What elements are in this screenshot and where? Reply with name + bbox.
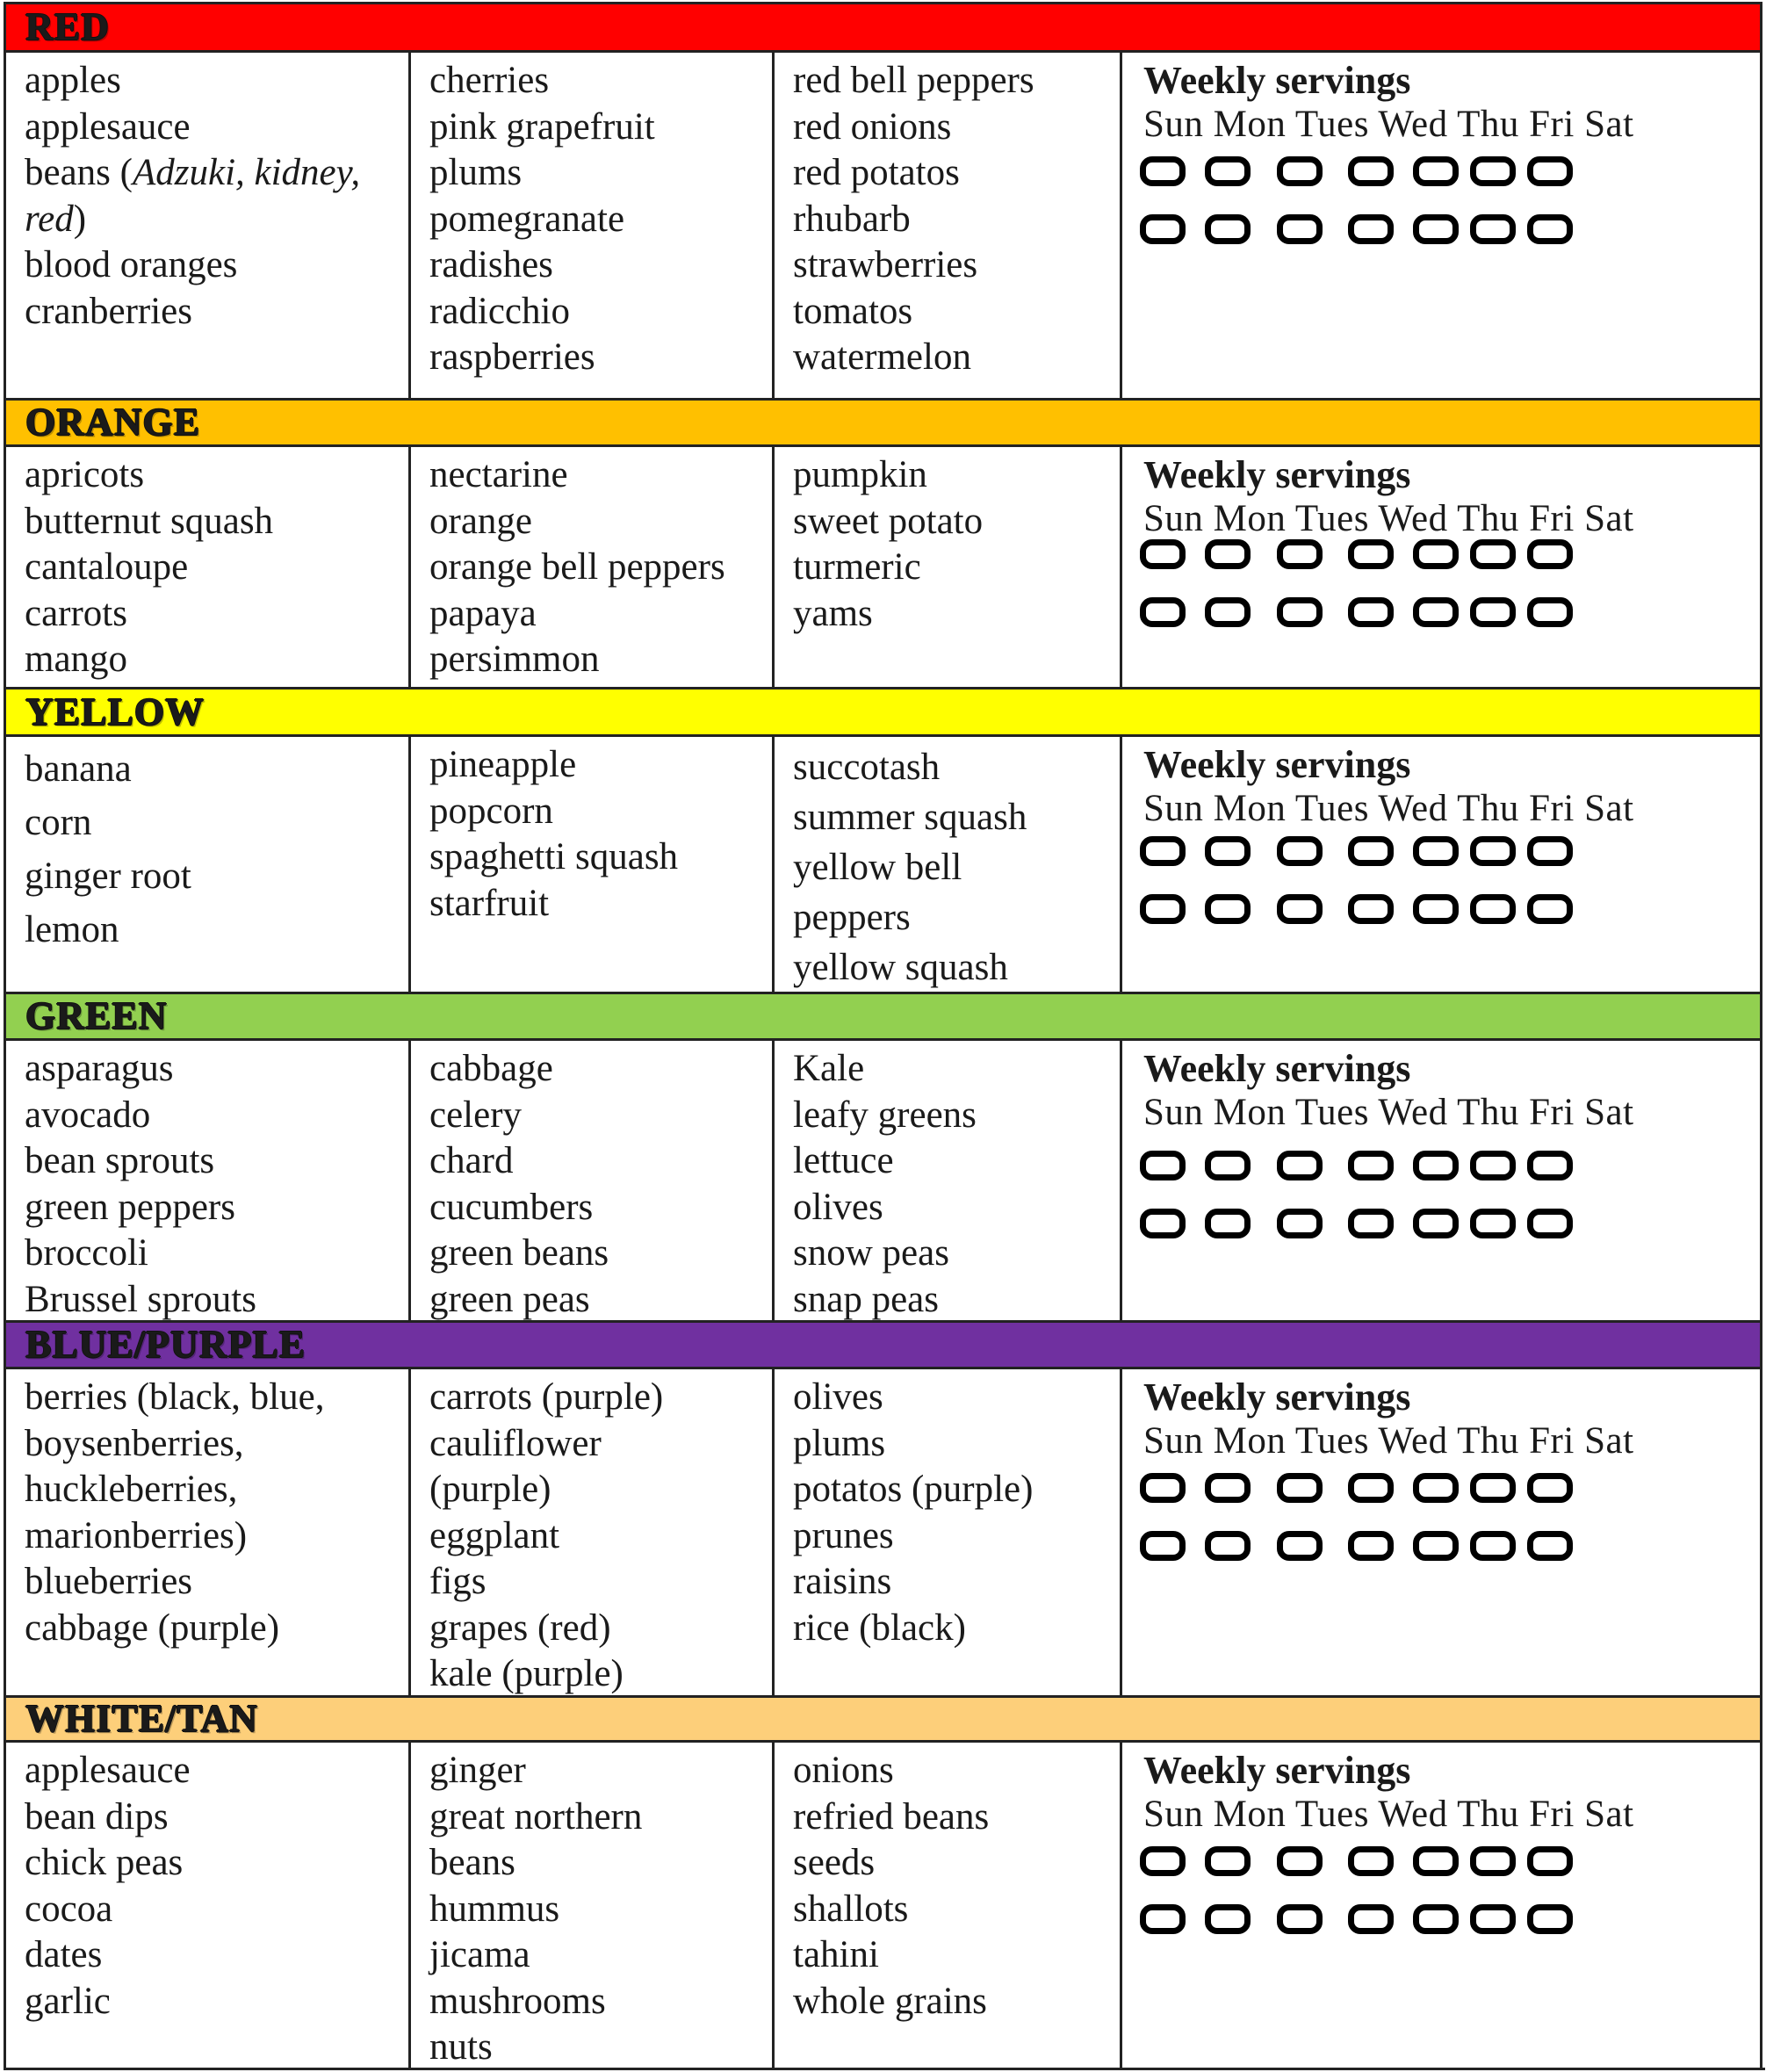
food-item: yellow bell — [793, 847, 962, 888]
food-item: dates — [25, 1934, 103, 1975]
serving-checkbox[interactable] — [1205, 1904, 1251, 1934]
food-item: Kale — [793, 1048, 865, 1089]
food-item: avocado — [25, 1094, 151, 1136]
food-column-2 — [408, 53, 772, 398]
serving-checkbox[interactable] — [1413, 894, 1459, 924]
food-item: red bell peppers — [793, 60, 1034, 101]
weekly-servings-title: Weekly servings — [1143, 453, 1411, 496]
food-item: applesauce — [25, 105, 191, 148]
serving-checkbox[interactable] — [1140, 894, 1186, 924]
food-item: olives — [793, 1186, 883, 1228]
serving-checkbox[interactable] — [1413, 1531, 1459, 1561]
food-item: rice (black) — [793, 1606, 966, 1649]
food-item: raspberries — [429, 336, 595, 378]
serving-checkbox[interactable] — [1277, 1151, 1323, 1180]
weekday-labels: Sun Mon Tues Wed Thu Fri Sat — [1143, 1420, 1634, 1462]
food-item: papaya — [429, 592, 537, 634]
food-item: tahini — [793, 1934, 879, 1975]
section-label: RED — [25, 5, 110, 48]
serving-checkbox[interactable] — [1205, 1151, 1251, 1180]
section-red — [4, 2, 1762, 398]
serving-checkbox[interactable] — [1413, 1209, 1459, 1238]
food-item: starfruit — [429, 882, 550, 924]
food-item: whole grains — [793, 1980, 987, 2022]
food-item: hummus — [429, 1888, 560, 1930]
serving-checkbox[interactable] — [1413, 539, 1459, 569]
food-item: grapes (red) — [429, 1606, 611, 1649]
serving-checkbox[interactable] — [1140, 214, 1186, 244]
checkbox-row — [1140, 1473, 1737, 1512]
serving-checkbox[interactable] — [1348, 597, 1394, 627]
serving-checkbox[interactable] — [1140, 836, 1186, 866]
serving-checkbox[interactable] — [1140, 1531, 1186, 1561]
food-column-1 — [6, 447, 408, 687]
food-item: red) — [25, 198, 87, 240]
serving-checkbox[interactable] — [1470, 1531, 1516, 1561]
weekly-servings-title: Weekly servings — [1143, 1047, 1411, 1090]
serving-checkbox[interactable] — [1348, 1151, 1394, 1180]
section-header-red — [4, 2, 1762, 53]
food-item: ginger — [429, 1750, 526, 1791]
food-item: pomegranate — [429, 198, 625, 240]
serving-checkbox[interactable] — [1527, 1151, 1573, 1180]
food-item: cucumbers — [429, 1186, 594, 1228]
food-item: cabbage — [429, 1048, 553, 1089]
serving-checkbox[interactable] — [1348, 1531, 1394, 1561]
serving-checkbox[interactable] — [1470, 539, 1516, 569]
food-item: pineapple — [429, 744, 577, 785]
food-item: strawberries — [793, 244, 978, 285]
section-row — [4, 1743, 1762, 2070]
food-item: chick peas — [25, 1842, 184, 1883]
serving-checkbox[interactable] — [1277, 1473, 1323, 1503]
serving-checkbox[interactable] — [1205, 156, 1251, 186]
weekday-labels: Sun Mon Tues Wed Thu Fri Sat — [1143, 788, 1634, 829]
servings-chart — [4, 2, 1762, 2070]
checkbox-row — [1140, 1846, 1737, 1885]
food-item: cherries — [429, 60, 550, 101]
serving-checkbox[interactable] — [1205, 214, 1251, 244]
serving-checkbox[interactable] — [1348, 156, 1394, 186]
serving-checkbox[interactable] — [1140, 1473, 1186, 1503]
food-item: onions — [793, 1750, 894, 1791]
food-item: figs — [429, 1561, 487, 1602]
food-item: snow peas — [793, 1232, 949, 1274]
food-item: nuts — [429, 2026, 493, 2068]
checkbox-row — [1140, 836, 1737, 875]
serving-checkbox[interactable] — [1348, 894, 1394, 924]
food-item: nectarine — [429, 454, 568, 495]
serving-checkbox[interactable] — [1470, 156, 1516, 186]
food-column-3 — [772, 1743, 1120, 2070]
weekly-servings-cell — [1120, 737, 1760, 992]
serving-checkbox[interactable] — [1205, 836, 1251, 866]
food-column-1 — [6, 737, 408, 992]
section-label: BLUE/PURPLE — [25, 1323, 306, 1366]
weekly-servings-title: Weekly servings — [1143, 1749, 1411, 1792]
serving-checkbox[interactable] — [1205, 539, 1251, 569]
checkbox-row — [1140, 1531, 1737, 1570]
food-item: watermelon — [793, 336, 971, 378]
serving-checkbox[interactable] — [1413, 156, 1459, 186]
food-item: pumpkin — [793, 454, 927, 495]
food-column-1 — [6, 53, 408, 398]
food-item: pink grapefruit — [429, 105, 655, 148]
serving-checkbox[interactable] — [1277, 214, 1323, 244]
serving-checkbox[interactable] — [1277, 894, 1323, 924]
weekly-servings-cell — [1120, 53, 1760, 398]
weekly-servings-title: Weekly servings — [1143, 1375, 1411, 1419]
serving-checkbox[interactable] — [1348, 1846, 1394, 1876]
food-item: red onions — [793, 105, 952, 148]
serving-checkbox[interactable] — [1277, 156, 1323, 186]
serving-checkbox[interactable] — [1140, 1209, 1186, 1238]
food-item: leafy greens — [793, 1094, 977, 1136]
serving-checkbox[interactable] — [1205, 597, 1251, 627]
food-item: blueberries — [25, 1561, 193, 1602]
serving-checkbox[interactable] — [1413, 1846, 1459, 1876]
food-item: chard — [429, 1140, 514, 1181]
serving-checkbox[interactable] — [1277, 1209, 1323, 1238]
section-orange — [4, 398, 1762, 687]
food-item: (purple) — [429, 1469, 551, 1510]
food-item: jicama — [429, 1934, 530, 1975]
food-item: beans — [429, 1842, 515, 1883]
food-column-3 — [772, 737, 1120, 992]
food-column-3 — [772, 1369, 1120, 1695]
food-column-1 — [6, 1041, 408, 1320]
food-item: mushrooms — [429, 1980, 606, 2022]
food-item: applesauce — [25, 1750, 191, 1791]
food-item: kale (purple) — [429, 1653, 624, 1694]
section-row — [4, 737, 1762, 992]
checkbox-row — [1140, 156, 1737, 195]
food-item: seeds — [793, 1842, 876, 1883]
food-item: lettuce — [793, 1140, 894, 1181]
checkbox-row — [1140, 539, 1737, 578]
food-item: raisins — [793, 1561, 892, 1602]
weekly-servings-title: Weekly servings — [1143, 59, 1411, 102]
section-header-blue-purple — [4, 1320, 1762, 1369]
checkbox-row — [1140, 214, 1737, 253]
serving-checkbox[interactable] — [1470, 1209, 1516, 1238]
food-item: cranberries — [25, 290, 192, 332]
weekly-servings-cell — [1120, 447, 1760, 687]
serving-checkbox[interactable] — [1413, 597, 1459, 627]
checkbox-row — [1140, 597, 1737, 636]
serving-checkbox[interactable] — [1527, 1904, 1573, 1934]
section-label: ORANGE — [25, 401, 201, 444]
section-white-tan — [4, 1695, 1762, 2070]
food-item: yellow squash — [793, 947, 1008, 988]
checkbox-row — [1140, 1209, 1737, 1247]
food-item: green peas — [429, 1278, 590, 1320]
serving-checkbox[interactable] — [1140, 597, 1186, 627]
serving-checkbox[interactable] — [1140, 1846, 1186, 1876]
food-item: persimmon — [429, 639, 600, 680]
food-item: shallots — [793, 1888, 909, 1930]
serving-checkbox[interactable] — [1140, 1151, 1186, 1180]
weekday-labels: Sun Mon Tues Wed Thu Fri Sat — [1143, 104, 1634, 145]
food-item: blood oranges — [25, 244, 238, 285]
food-item: plums — [429, 152, 523, 193]
serving-checkbox[interactable] — [1348, 1904, 1394, 1934]
serving-checkbox[interactable] — [1470, 597, 1516, 627]
serving-checkbox[interactable] — [1413, 1473, 1459, 1503]
food-item: radicchio — [429, 290, 570, 332]
food-item: prunes — [793, 1514, 894, 1556]
food-item: orange — [429, 500, 532, 542]
food-item: eggplant — [429, 1514, 560, 1556]
food-item: berries (black, blue, — [25, 1376, 325, 1418]
section-green — [4, 992, 1762, 1320]
food-item: apricots — [25, 454, 145, 495]
food-item: huckleberries, — [25, 1469, 238, 1510]
food-item: turmeric — [793, 546, 921, 588]
serving-checkbox[interactable] — [1140, 156, 1186, 186]
serving-checkbox[interactable] — [1470, 1846, 1516, 1876]
food-item: bean dips — [25, 1795, 169, 1837]
food-item: red potatos — [793, 152, 960, 193]
weekday-labels: Sun Mon Tues Wed Thu Fri Sat — [1143, 498, 1634, 539]
serving-checkbox[interactable] — [1470, 894, 1516, 924]
food-item: banana — [25, 748, 132, 790]
serving-checkbox[interactable] — [1277, 1904, 1323, 1934]
serving-checkbox[interactable] — [1527, 156, 1573, 186]
food-item: celery — [429, 1094, 523, 1136]
food-item: apples — [25, 60, 121, 101]
checkbox-row — [1140, 1151, 1737, 1189]
checkbox-row — [1140, 1904, 1737, 1943]
section-header-green — [4, 992, 1762, 1041]
serving-checkbox[interactable] — [1527, 214, 1573, 244]
checkbox-row — [1140, 894, 1737, 933]
food-column-3 — [772, 447, 1120, 687]
food-item: great northern — [429, 1795, 643, 1837]
serving-checkbox[interactable] — [1413, 836, 1459, 866]
serving-checkbox[interactable] — [1348, 539, 1394, 569]
serving-checkbox[interactable] — [1413, 1904, 1459, 1934]
food-column-1 — [6, 1369, 408, 1695]
weekday-labels: Sun Mon Tues Wed Thu Fri Sat — [1143, 1794, 1634, 1835]
serving-checkbox[interactable] — [1527, 894, 1573, 924]
food-item: butternut squash — [25, 500, 274, 542]
food-item: boysenberries, — [25, 1422, 244, 1464]
section-row — [4, 53, 1762, 398]
weekly-servings-title: Weekly servings — [1143, 743, 1411, 786]
food-item: cocoa — [25, 1888, 113, 1930]
food-item: olives — [793, 1376, 883, 1418]
weekday-labels: Sun Mon Tues Wed Thu Fri Sat — [1143, 1092, 1634, 1133]
food-item: green peppers — [25, 1186, 235, 1228]
food-column-2 — [408, 1369, 772, 1695]
food-item: radishes — [429, 244, 553, 285]
serving-checkbox[interactable] — [1470, 214, 1516, 244]
food-item: carrots (purple) — [429, 1376, 664, 1418]
food-item: spaghetti squash — [429, 836, 679, 877]
serving-checkbox[interactable] — [1348, 214, 1394, 244]
food-column-1 — [6, 1743, 408, 2070]
food-item: ginger root — [25, 856, 191, 897]
serving-checkbox[interactable] — [1205, 1209, 1251, 1238]
section-row — [4, 447, 1762, 687]
serving-checkbox[interactable] — [1470, 836, 1516, 866]
section-header-orange — [4, 398, 1762, 447]
weekly-servings-cell — [1120, 1743, 1760, 2070]
serving-checkbox[interactable] — [1348, 836, 1394, 866]
food-item: green beans — [429, 1232, 609, 1274]
serving-checkbox[interactable] — [1527, 1473, 1573, 1503]
serving-checkbox[interactable] — [1470, 1473, 1516, 1503]
serving-checkbox[interactable] — [1527, 836, 1573, 866]
food-item: refried beans — [793, 1795, 990, 1837]
section-row — [4, 1369, 1762, 1695]
section-label: YELLOW — [25, 689, 205, 733]
serving-checkbox[interactable] — [1470, 1151, 1516, 1180]
serving-checkbox[interactable] — [1205, 1846, 1251, 1876]
food-item: marionberries) — [25, 1514, 248, 1556]
food-item: cantaloupe — [25, 546, 189, 588]
food-column-2 — [408, 1041, 772, 1320]
serving-checkbox[interactable] — [1470, 1904, 1516, 1934]
food-item: mango — [25, 639, 128, 680]
food-column-2 — [408, 737, 772, 992]
section-label: WHITE/TAN — [25, 1697, 258, 1740]
serving-checkbox[interactable] — [1205, 1473, 1251, 1503]
serving-checkbox[interactable] — [1527, 597, 1573, 627]
serving-checkbox[interactable] — [1277, 539, 1323, 569]
food-column-2 — [408, 447, 772, 687]
food-item: Brussel sprouts — [25, 1278, 256, 1320]
food-item: potatos (purple) — [793, 1469, 1034, 1510]
serving-checkbox[interactable] — [1277, 1531, 1323, 1561]
serving-checkbox[interactable] — [1527, 539, 1573, 569]
food-item: snap peas — [793, 1278, 939, 1320]
serving-checkbox[interactable] — [1205, 1531, 1251, 1561]
food-item: beans (Adzuki, kidney, — [25, 152, 361, 193]
food-column-3 — [772, 53, 1120, 398]
food-item: rhubarb — [793, 198, 911, 240]
food-item: cauliflower — [429, 1422, 602, 1464]
food-item: orange bell peppers — [429, 546, 725, 588]
serving-checkbox[interactable] — [1527, 1846, 1573, 1876]
food-item: popcorn — [429, 790, 553, 832]
food-item: succotash — [793, 747, 941, 788]
food-item: tomatos — [793, 290, 913, 332]
serving-checkbox[interactable] — [1140, 1904, 1186, 1934]
serving-checkbox[interactable] — [1348, 1473, 1394, 1503]
food-item: summer squash — [793, 797, 1027, 838]
section-yellow — [4, 687, 1762, 992]
table-bottom-border — [6, 2068, 1765, 2070]
serving-checkbox[interactable] — [1205, 894, 1251, 924]
food-item: cabbage (purple) — [25, 1606, 280, 1649]
weekly-servings-cell — [1120, 1369, 1760, 1695]
section-label: GREEN — [25, 994, 168, 1037]
food-item: lemon — [25, 909, 119, 950]
section-header-yellow — [4, 687, 1762, 737]
section-blue-purple — [4, 1320, 1762, 1695]
food-item: plums — [793, 1422, 886, 1464]
serving-checkbox[interactable] — [1277, 836, 1323, 866]
food-column-2 — [408, 1743, 772, 2070]
section-header-white-tan — [4, 1695, 1762, 1743]
serving-checkbox[interactable] — [1527, 1531, 1573, 1561]
food-item: asparagus — [25, 1048, 174, 1089]
food-item: sweet potato — [793, 500, 984, 542]
food-column-3 — [772, 1041, 1120, 1320]
weekly-servings-cell — [1120, 1041, 1760, 1320]
serving-checkbox[interactable] — [1140, 539, 1186, 569]
food-item: carrots — [25, 592, 127, 634]
serving-checkbox[interactable] — [1413, 214, 1459, 244]
food-item: bean sprouts — [25, 1140, 215, 1181]
serving-checkbox[interactable] — [1277, 1846, 1323, 1876]
serving-checkbox[interactable] — [1413, 1151, 1459, 1180]
food-item: yams — [793, 592, 873, 634]
food-item: peppers — [793, 897, 911, 938]
food-item: garlic — [25, 1980, 111, 2022]
food-item: broccoli — [25, 1232, 148, 1274]
serving-checkbox[interactable] — [1277, 597, 1323, 627]
serving-checkbox[interactable] — [1348, 1209, 1394, 1238]
food-item: corn — [25, 802, 92, 843]
section-row — [4, 1041, 1762, 1320]
serving-checkbox[interactable] — [1527, 1209, 1573, 1238]
